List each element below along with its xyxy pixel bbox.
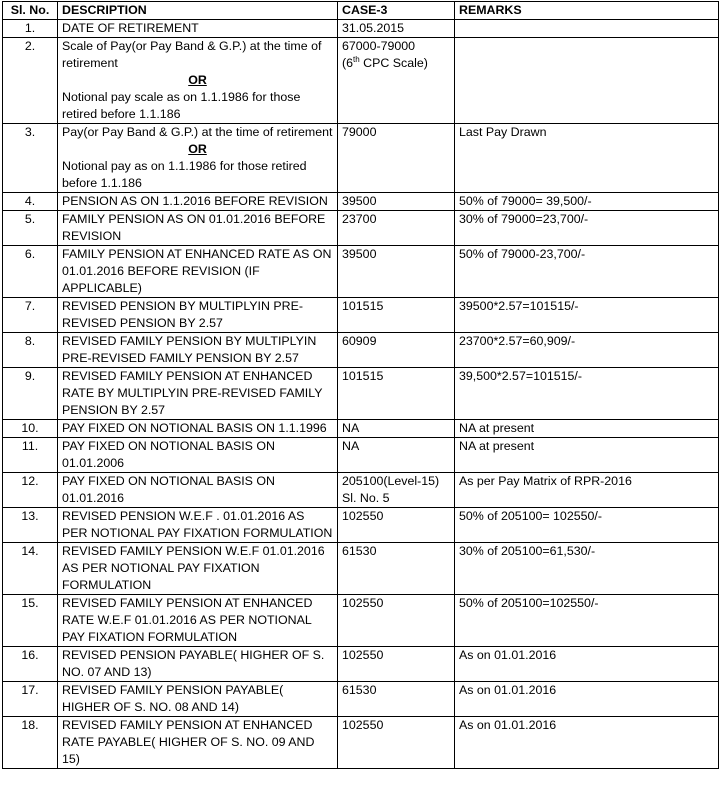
case-cell: NA: [338, 438, 455, 473]
remarks-cell: As on 01.01.2016: [455, 717, 719, 769]
sl-no-cell: 9.: [3, 368, 58, 420]
table-row: [3, 368, 719, 420]
description-cell: REVISED PENSION W.E.F . 01.01.2016 AS PER NOTIONAL PAY FIXATION FORMULATION: [58, 508, 338, 543]
table-row: [3, 333, 719, 368]
sl-no-cell: 3.: [3, 124, 58, 193]
description-cell: REVISED PENSION PAYABLE( HIGHER OF S. NO. 07 AND 13): [58, 647, 338, 682]
case-cell: 23700: [338, 211, 455, 246]
remarks-cell: As per Pay Matrix of RPR-2016: [455, 473, 719, 508]
case-cell: 101515: [338, 368, 455, 420]
description-cell: REVISED PENSION BY MULTIPLYIN PRE-REVISED PENSION BY 2.57: [58, 298, 338, 333]
table-row: [3, 193, 719, 211]
sl-no-cell: 2.: [3, 38, 58, 124]
table-row: [3, 647, 719, 682]
table-row: [3, 298, 719, 333]
table-row: [3, 38, 719, 124]
description-cell: DATE OF RETIREMENT: [58, 20, 338, 38]
case-value: 205100(Level-15): [342, 474, 440, 488]
table-row: [3, 124, 719, 193]
case-cell: 102550: [338, 717, 455, 769]
remarks-cell: [455, 20, 719, 38]
sl-no-cell: 4.: [3, 193, 58, 211]
case-cell: 61530: [338, 543, 455, 595]
description-cell: [58, 38, 338, 124]
description-cell: REVISED FAMILY PENSION PAYABLE( HIGHER OF S. NO. 08 AND 14): [58, 682, 338, 717]
description-text: Scale of Pay(or Pay Band & G.P.) at the time of retirement: [62, 39, 322, 70]
sl-no-cell: 8.: [3, 333, 58, 368]
table-row: [3, 420, 719, 438]
header-remarks: REMARKS: [455, 2, 719, 20]
remarks-cell: 50% of 205100=102550/-: [455, 595, 719, 647]
remarks-cell: 50% of 79000= 39,500/-: [455, 193, 719, 211]
remarks-cell: Last Pay Drawn: [455, 124, 719, 193]
header-description: DESCRIPTION: [58, 2, 338, 20]
remarks-cell: 23700*2.57=60,909/-: [455, 333, 719, 368]
case-cell: 101515: [338, 298, 455, 333]
header-case: CASE-3: [338, 2, 455, 20]
description-alt-text: Notional pay scale as on 1.1.1986 for those retired before 1.1.186: [62, 90, 301, 121]
case-value: 67000-79000: [342, 39, 416, 53]
sl-no-cell: 13.: [3, 508, 58, 543]
sl-no-cell: 12.: [3, 473, 58, 508]
table-row: [3, 595, 719, 647]
table-row: [3, 20, 719, 38]
case-cell: 39500: [338, 246, 455, 298]
sl-no-cell: 10.: [3, 420, 58, 438]
case-cell: 102550: [338, 508, 455, 543]
remarks-cell: 30% of 205100=61,530/-: [455, 543, 719, 595]
case-note: (6th CPC Scale): [342, 54, 428, 70]
case-cell: [338, 38, 455, 124]
remarks-cell: [455, 38, 719, 124]
description-cell: PAY FIXED ON NOTIONAL BASIS ON 1.1.1996: [58, 420, 338, 438]
case-note: Sl. No. 5: [342, 491, 390, 505]
description-cell: PAY FIXED ON NOTIONAL BASIS ON 01.01.2016: [58, 473, 338, 508]
remarks-cell: 30% of 79000=23,700/-: [455, 211, 719, 246]
sl-no-cell: 15.: [3, 595, 58, 647]
case-cell: 60909: [338, 333, 455, 368]
sl-no-cell: 17.: [3, 682, 58, 717]
header-sl-no: Sl. No.: [3, 2, 58, 20]
table-row: [3, 246, 719, 298]
case-cell: 102550: [338, 595, 455, 647]
sl-no-cell: 14.: [3, 543, 58, 595]
case-cell: 39500: [338, 193, 455, 211]
case-cell: 31.05.2015: [338, 20, 455, 38]
table-row: [3, 543, 719, 595]
description-cell: REVISED FAMILY PENSION AT ENHANCED RATE BY MULTIPLYIN PRE-REVISED FAMILY PENSION BY 2.57: [58, 368, 338, 420]
table-row: [3, 473, 719, 508]
table-row: [3, 438, 719, 473]
remarks-cell: 39,500*2.57=101515/-: [455, 368, 719, 420]
sl-no-cell: 7.: [3, 298, 58, 333]
description-alt-text: Notional pay as on 1.1.1986 for those retired before 1.1.186: [62, 159, 307, 190]
sl-no-cell: 5.: [3, 211, 58, 246]
or-separator: OR: [188, 142, 207, 156]
description-cell: REVISED FAMILY PENSION BY MULTIPLYIN PRE-REVISED FAMILY PENSION BY 2.57: [58, 333, 338, 368]
table-row: [3, 211, 719, 246]
sl-no-cell: 18.: [3, 717, 58, 769]
description-cell: PAY FIXED ON NOTIONAL BASIS ON 01.01.2006: [58, 438, 338, 473]
sl-no-cell: 16.: [3, 647, 58, 682]
case-cell: [338, 473, 455, 508]
description-text: Pay(or Pay Band & G.P.) at the time of retirement: [62, 125, 333, 139]
case-cell: 79000: [338, 124, 455, 193]
remarks-cell: 39500*2.57=101515/-: [455, 298, 719, 333]
description-cell: [58, 124, 338, 193]
pension-revision-table: [2, 1, 719, 769]
case-cell: 61530: [338, 682, 455, 717]
sl-no-cell: 11.: [3, 438, 58, 473]
case-cell: NA: [338, 420, 455, 438]
description-cell: FAMILY PENSION AS ON 01.01.2016 BEFORE REVISION: [58, 211, 338, 246]
case-cell: 102550: [338, 647, 455, 682]
table-header-row: [3, 2, 719, 20]
remarks-cell: 50% of 205100= 102550/-: [455, 508, 719, 543]
remarks-cell: As on 01.01.2016: [455, 682, 719, 717]
table-row: [3, 682, 719, 717]
description-cell: REVISED FAMILY PENSION AT ENHANCED RATE PAYABLE( HIGHER OF S. NO. 09 AND 15): [58, 717, 338, 769]
table-row: [3, 508, 719, 543]
table-row: [3, 717, 719, 769]
description-cell: FAMILY PENSION AT ENHANCED RATE AS ON 01.01.2016 BEFORE REVISION (IF APPLICABLE): [58, 246, 338, 298]
or-separator: OR: [188, 73, 207, 87]
remarks-cell: NA at present: [455, 420, 719, 438]
remarks-cell: As on 01.01.2016: [455, 647, 719, 682]
remarks-cell: 50% of 79000-23,700/-: [455, 246, 719, 298]
description-cell: REVISED FAMILY PENSION W.E.F 01.01.2016 AS PER NOTIONAL PAY FIXATION FORMULATION: [58, 543, 338, 595]
description-cell: REVISED FAMILY PENSION AT ENHANCED RATE W.E.F 01.01.2016 AS PER NOTIONAL PAY FIXATION FORMULATION: [58, 595, 338, 647]
sl-no-cell: 1.: [3, 20, 58, 38]
sl-no-cell: 6.: [3, 246, 58, 298]
description-cell: PENSION AS ON 1.1.2016 BEFORE REVISION: [58, 193, 338, 211]
remarks-cell: NA at present: [455, 438, 719, 473]
